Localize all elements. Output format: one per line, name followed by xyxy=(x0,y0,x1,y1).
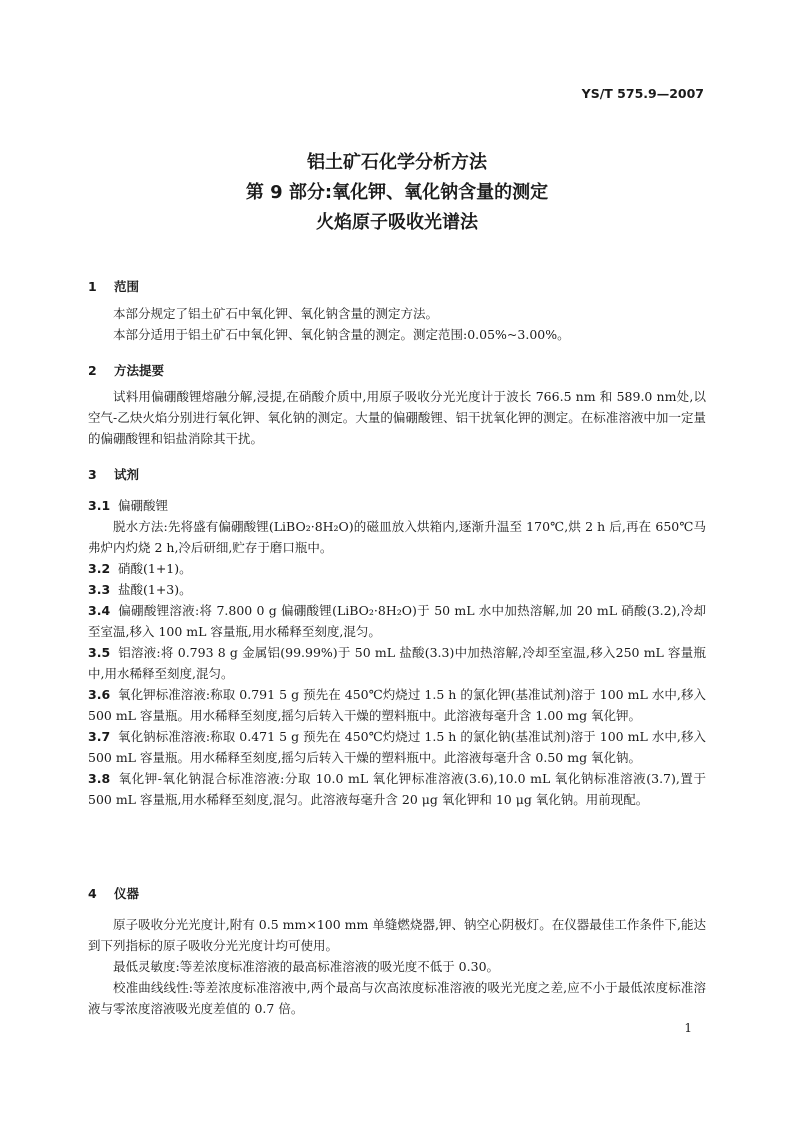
reagent-item: 3.4 偏硼酸锂溶液:将 7.800 0 g 偏硼酸锂(LiBO₂·8H₂O)于 50 mL 水中加热溶解,加 20 mL 硝酸(3.2),冷却至室温,移入 100 mL 容量瓶,用水稀释至刻度,混匀。 xyxy=(88,603,706,639)
page-number: 1 xyxy=(684,1021,692,1035)
section-body-principle xyxy=(88,386,706,449)
section-number: 4 xyxy=(88,886,97,901)
reagent-item: 3.5 铝溶液:将 0.793 8 g 金属铝(99.99%)于 50 mL 盐酸(3.3)中加热溶解,冷却至室温,移入250 mL 容量瓶中,用水稀释至刻度,混匀。 xyxy=(88,645,706,681)
section-number: 3 xyxy=(88,467,97,482)
title-line-1: 铝土矿石化学分析方法 xyxy=(307,152,487,173)
paragraph: 脱水方法:先将盛有偏硼酸锂(LiBO₂·8H₂O)的磁皿放入烘箱内,逐渐升温至 170℃,烘 2 h 后,再在 650℃马弗炉内灼烧 2 h,冷后研细,贮存于磨口瓶中。 xyxy=(88,519,706,555)
section-number: 2 xyxy=(88,363,97,378)
title-line-3: 火焰原子吸收光谱法 xyxy=(316,212,478,233)
section-heading-principle xyxy=(88,361,164,379)
paragraph: 原子吸收分光光度计,附有 0.5 mm×100 mm 单缝燃烧器,钾、钠空心阴极灯。在仪器最佳工作条件下,能达到下列指标的原子吸收分光光度计均可使用。 xyxy=(88,917,706,953)
reagent-item: 3.2 硝酸(1+1)。 xyxy=(88,561,192,576)
section-body-reagents xyxy=(88,495,706,810)
reagent-item: 3.3 盐酸(1+3)。 xyxy=(88,582,192,597)
section-title: 方法提要 xyxy=(114,363,165,378)
section-title: 范围 xyxy=(114,279,140,294)
standard-code: YS/T 575.9—2007 xyxy=(581,86,704,101)
paragraph: 本部分规定了铝土矿石中氧化钾、氧化钠含量的测定方法。 xyxy=(113,306,439,321)
section-body-apparatus xyxy=(88,914,706,1019)
document-title xyxy=(0,148,794,238)
section-number: 1 xyxy=(88,279,97,294)
section-title: 仪器 xyxy=(114,886,140,901)
reagent-item: 3.1 偏硼酸锂 xyxy=(88,498,169,513)
title-line-2: 第 9 部分:氧化钾、氧化钠含量的测定 xyxy=(245,182,549,203)
section-heading-scope xyxy=(88,277,139,295)
reagent-item: 3.7 氧化钠标准溶液:称取 0.471 5 g 预先在 450℃灼烧过 1.5 h 的氯化钠(基准试剂)溶于 100 mL 水中,移入 500 mL 容量瓶。用水稀释至刻度,摇匀后转入干燥的塑料瓶中。此溶液每毫升含 0.50 mg 氧化钠。 xyxy=(88,729,706,765)
paragraph: 试料用偏硼酸锂熔融分解,浸提,在硝酸介质中,用原子吸收分光光度计于波长 766.5 nm 和 589.0 nm处,以空气-乙炔火焰分别进行氧化钾、氧化钠的测定。大量的偏硼酸锂、铝干扰氧化钾的测定。在标准溶液中加一定量的偏硼酸锂和铝盐消除其干扰。 xyxy=(88,389,706,446)
reagent-item: 3.6 氧化钾标准溶液:称取 0.791 5 g 预先在 450℃灼烧过 1.5 h 的氯化钾(基准试剂)溶于 100 mL 水中,移入 500 mL 容量瓶。用水稀释至刻度,摇匀后转入干燥的塑料瓶中。此溶液每毫升含 1.00 mg 氧化钾。 xyxy=(88,687,706,723)
section-heading-apparatus xyxy=(88,884,139,902)
paragraph: 最低灵敏度:等差浓度标准溶液的最高标准溶液的吸光度不低于 0.30。 xyxy=(113,959,500,974)
section-heading-reagents xyxy=(88,465,139,483)
section-title: 试剂 xyxy=(114,467,140,482)
section-body-scope xyxy=(88,303,706,345)
paragraph: 校准曲线线性:等差浓度标准溶液中,两个最高与次高浓度标准溶液的吸光光度之差,应不小于最低浓度标准溶液与零浓度溶液吸光度差值的 0.7 倍。 xyxy=(88,980,706,1016)
reagent-item: 3.8 氧化钾-氧化钠混合标准溶液:分取 10.0 mL 氧化钾标准溶液(3.6),10.0 mL 氧化钠标准溶液(3.7),置于 500 mL 容量瓶,用水稀释至刻度,混匀。此溶液每毫升含 20 μg 氧化钾和 10 μg 氧化钠。用前现配。 xyxy=(88,771,706,807)
paragraph: 本部分适用于铝土矿石中氧化钾、氧化钠含量的测定。测定范围:0.05%~3.00%。 xyxy=(113,327,570,342)
